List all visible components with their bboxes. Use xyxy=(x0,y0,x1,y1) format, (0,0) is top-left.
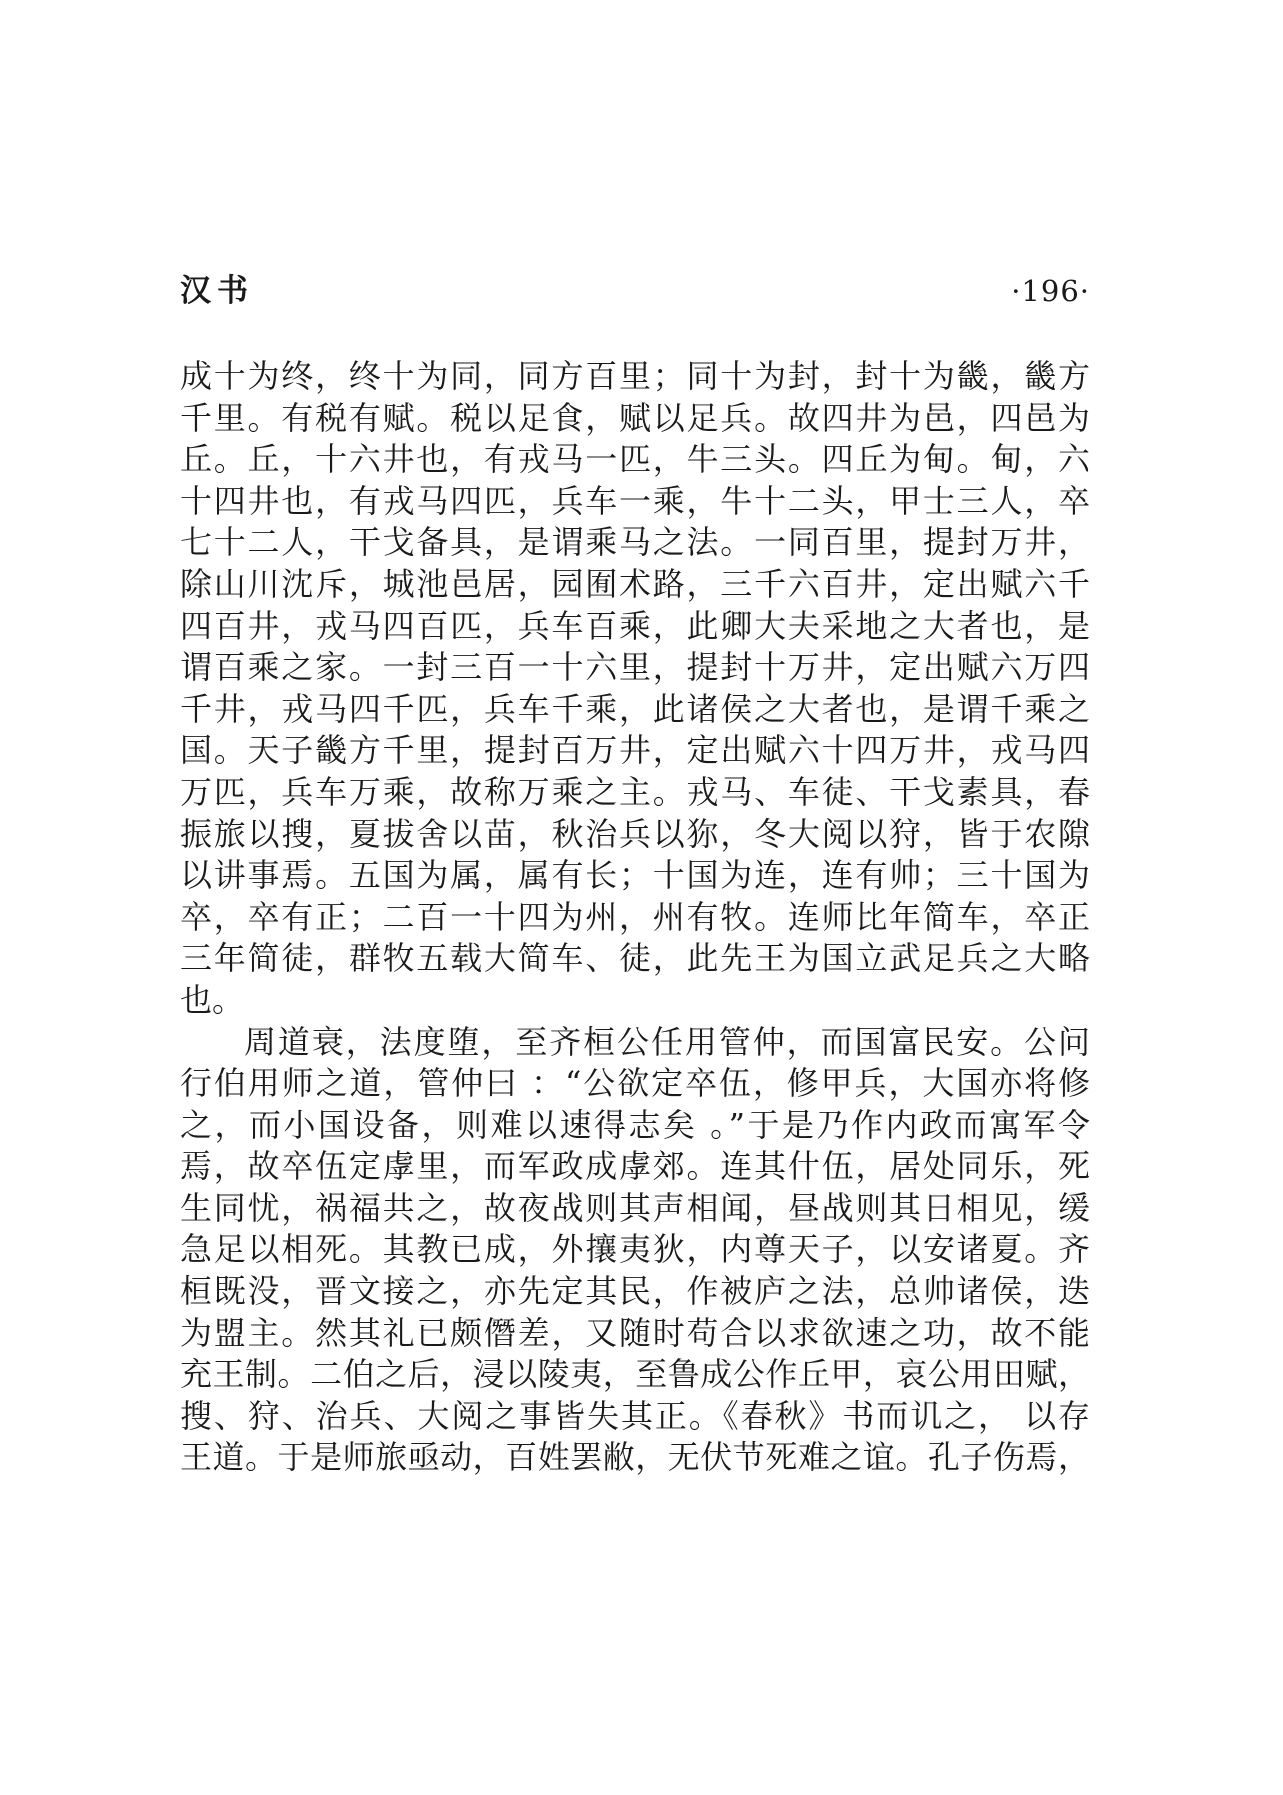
text-line: 成十为终，终十为同，同方百里；同十为封，封十为畿，畿方 xyxy=(180,357,1090,395)
text-line: 千里。有税有赋。税以足食，赋以足兵。故四井为邑，四邑为 xyxy=(180,398,1090,437)
paragraph-start-line: 周道衰，法度堕，至齐桓公任用管仲，而国富民安。公问 xyxy=(244,1022,1090,1061)
text-line: 国。天子畿方千里，提封百万井，定出赋六十四万井，戎马四 xyxy=(180,731,1090,770)
text-line: 丘。丘，十六井也，有戎马一匹，牛三头。四丘为甸。甸，六 xyxy=(180,440,1090,479)
text-line: 生同忧，祸福共之，故夜战则其声相闻，昼战则其日相见，缓 xyxy=(180,1188,1090,1227)
text-line: 桓既没，晋文接之，亦先定其民，作被庐之法，总帅诸侯，迭 xyxy=(180,1272,1090,1311)
text-line: 焉，故卒伍定虖里，而军政成虖郊。连其什伍，居处同乐，死 xyxy=(180,1147,1090,1186)
page-header xyxy=(180,268,1090,314)
text-line: 为盟主。然其礼已颇僭差，又随时苟合以求欲速之功，故不能 xyxy=(180,1313,1090,1352)
text-line: 七十二人，干戈备具，是谓乘马之法。一同百里，提封万井， xyxy=(180,523,1090,562)
text-line: 千井，戎马四千匹，兵车千乘，此诸侯之大者也，是谓千乘之 xyxy=(180,689,1090,728)
text-line: 万匹，兵车万乘，故称万乘之主。戎马、车徒、干戈素具，春 xyxy=(180,772,1090,811)
body-text xyxy=(180,356,1090,1479)
text-line: 急足以相死。其教已成，外攘夷狄，内尊天子，以安诸夏。齐 xyxy=(180,1230,1090,1269)
text-line: 四百井，戎马四百匹，兵车百乘，此卿大夫采地之大者也，是 xyxy=(180,606,1090,645)
text-line: 王道。于是师旅亟动，百姓罢敝，无伏节死难之谊。孔子伤焉， xyxy=(180,1438,1090,1477)
text-line: 三年简徒，群牧五载大简车、徒，此先王为国立武足兵之大略 xyxy=(180,939,1090,978)
paragraph-end-line: 也。 xyxy=(180,980,245,1019)
text-line: 搜、狩、治兵、大阅之事皆失其正。《春秋》书而讥之， 以存 xyxy=(180,1396,1090,1435)
text-line: 振旅以搜，夏拔舍以苗，秋治兵以狝，冬大阅以狩，皆于农隙 xyxy=(180,814,1090,853)
page-number: ·196· xyxy=(1011,274,1090,308)
text-line: 卒，卒有正；二百一十四为州，州有牧。连师比年简车，卒正 xyxy=(180,897,1090,936)
book-title: 汉书 xyxy=(180,273,254,309)
text-line: 十四井也，有戎马四匹，兵车一乘，牛十二头，甲士三人，卒 xyxy=(180,481,1090,520)
text-line: 以讲事焉。五国为属，属有长；十国为连，连有帅；三十国为 xyxy=(180,856,1090,895)
text-line: 行伯用师之道，管仲曰 ：“公欲定卒伍，修甲兵，大国亦将修 xyxy=(180,1064,1090,1103)
text-line: 充王制。二伯之后，浸以陵夷，至鲁成公作丘甲，哀公用田赋， xyxy=(180,1355,1090,1394)
text-line: 除山川沈斥，城池邑居，园囿术路，三千六百井，定出赋六千 xyxy=(180,564,1090,603)
text-line: 谓百乘之家。一封三百一十六里，提封十万井，定出赋六万四 xyxy=(180,648,1090,687)
text-line: 之，而小国设备，则难以速得志矣 。”于是乃作内政而寓军令 xyxy=(180,1105,1090,1144)
